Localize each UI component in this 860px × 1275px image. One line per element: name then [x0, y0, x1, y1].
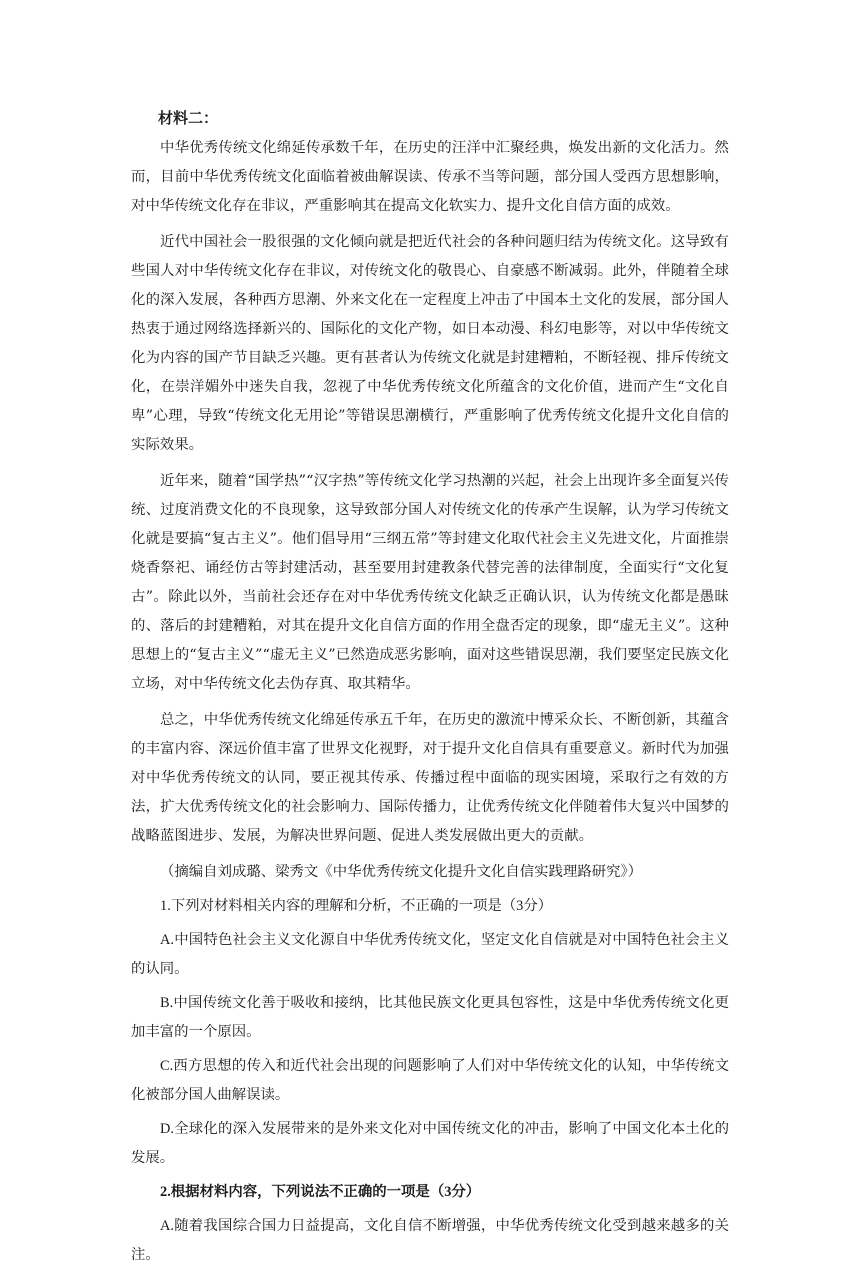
source-citation: （摘编自刘成璐、梁秀文《中华优秀传统文化提升文化自信实践理路研究》）	[160, 864, 643, 880]
material-paragraph-1: 中华优秀传统文化绵延传承数千年，在历史的汪洋中汇聚经典，焕发出新的文化活力。然而，目前中华优秀传统文化面临着被曲解误读、传承不当等问题，部分国人受西方思想影响，对中华传统文化存在非议，严重影响其在提高文化软实力、提升文化自信方面的成效。	[131, 140, 729, 214]
material-paragraph-4: 总之，中华优秀传统文化绵延传承五千年，在历史的激流中博采众长、不断创新，其蕴含的丰富内容、深远价值丰富了世界文化视野，对于提升文化自信具有重要意义。新时代为加强对中华优秀传统文的认同，要正视其传承、传播过程中面临的现实困境，采取行之有效的方法，扩大优秀传统文化的社会影响力、国际传播力，让优秀传统文化伴随着伟大复兴中国梦的战略蓝图进步、发展，为解决世界问题、促进人类发展做出更大的贡献。	[131, 712, 729, 844]
question-1-option-d: D.全球化的深入发展带来的是外来文化对中国传统文化的冲击，影响了中国文化本土化的发展。	[131, 1121, 729, 1166]
material-paragraph-3: 近年来，随着“国学热”“汉字热”等传统文化学习热潮的兴起，社会上出现许多全面复兴传统、过度消费文化的不良现象，这导致部分国人对传统文化的传承产生误解，认为学习传统文化就是要搞“复古主义”。他们倡导用“三纲五常”等封建文化取代社会主义先进文化，片面推崇烧香祭祀、诵经仿古等封建活动，甚至要用封建教条代替完善的法律制度，全面实行“文化复古”。除此以外，当前社会还存在对中华优秀传统文化缺乏正确认识，认为传统文化都是愚昧的、落后的封建糟粕，对其在提升文化自信方面的作用全盘否定的现象，即“虚无主义”。这种思想上的“复古主义”“虚无主义”已然造成恶劣影响，面对这些错误思潮，我们要坚定民族文化立场，对中华传统文化去伪存真、取其精华。	[131, 473, 729, 692]
document-content	[131, 104, 729, 1275]
question-1-option-b: B.中国传统文化善于吸收和接纳，比其他民族文化更具包容性，这是中华优秀传统文化更加丰富的一个原因。	[131, 995, 729, 1040]
question-1-stem: 1.下列对材料相关内容的理解和分析，不正确的一项是（3分）	[160, 898, 553, 914]
question-1-option-a: A.中国特色社会主义文化源自中华优秀传统文化，坚定文化自信就是对中国特色社会主义的认同。	[131, 932, 729, 977]
question-2-stem: 2.根据材料内容，下列说法不正确的一项是（3分）	[160, 1184, 481, 1200]
question-2-option-a: A.随着我国综合国力日益提高，文化自信不断增强，中华优秀传统文化受到越来越多的关注。	[131, 1218, 729, 1263]
material-heading: 材料二：	[158, 109, 219, 127]
material-paragraph-2: 近代中国社会一股很强的文化倾向就是把近代社会的各种问题归结为传统文化。这导致有些国人对中华传统文化存在非议，对传统文化的敬畏心、自豪感不断减弱。此外，伴随着全球化的深入发展，各种西方思潮、外来文化在一定程度上冲击了中国本土文化的发展，部分国人热衷于通过网络选择新兴的、国际化的文化产物，如日本动漫、科幻电影等，对以中华传统文化为内容的国产节目缺乏兴趣。更有甚者认为传统文化就是封建糟粕，不断轻视、排斥传统文化，在崇洋媚外中迷失自我，忽视了中华优秀传统文化所蕴含的文化价值，进而产生“文化自卑”心理，导致“传统文化无用论”等错误思潮横行，严重影响了优秀传统文化提升文化自信的实际效果。	[131, 234, 729, 453]
question-1-option-c: C.西方思想的传入和近代社会出现的问题影响了人们对中华传统文化的认知，中华传统文化被部分国人曲解误读。	[131, 1058, 729, 1103]
